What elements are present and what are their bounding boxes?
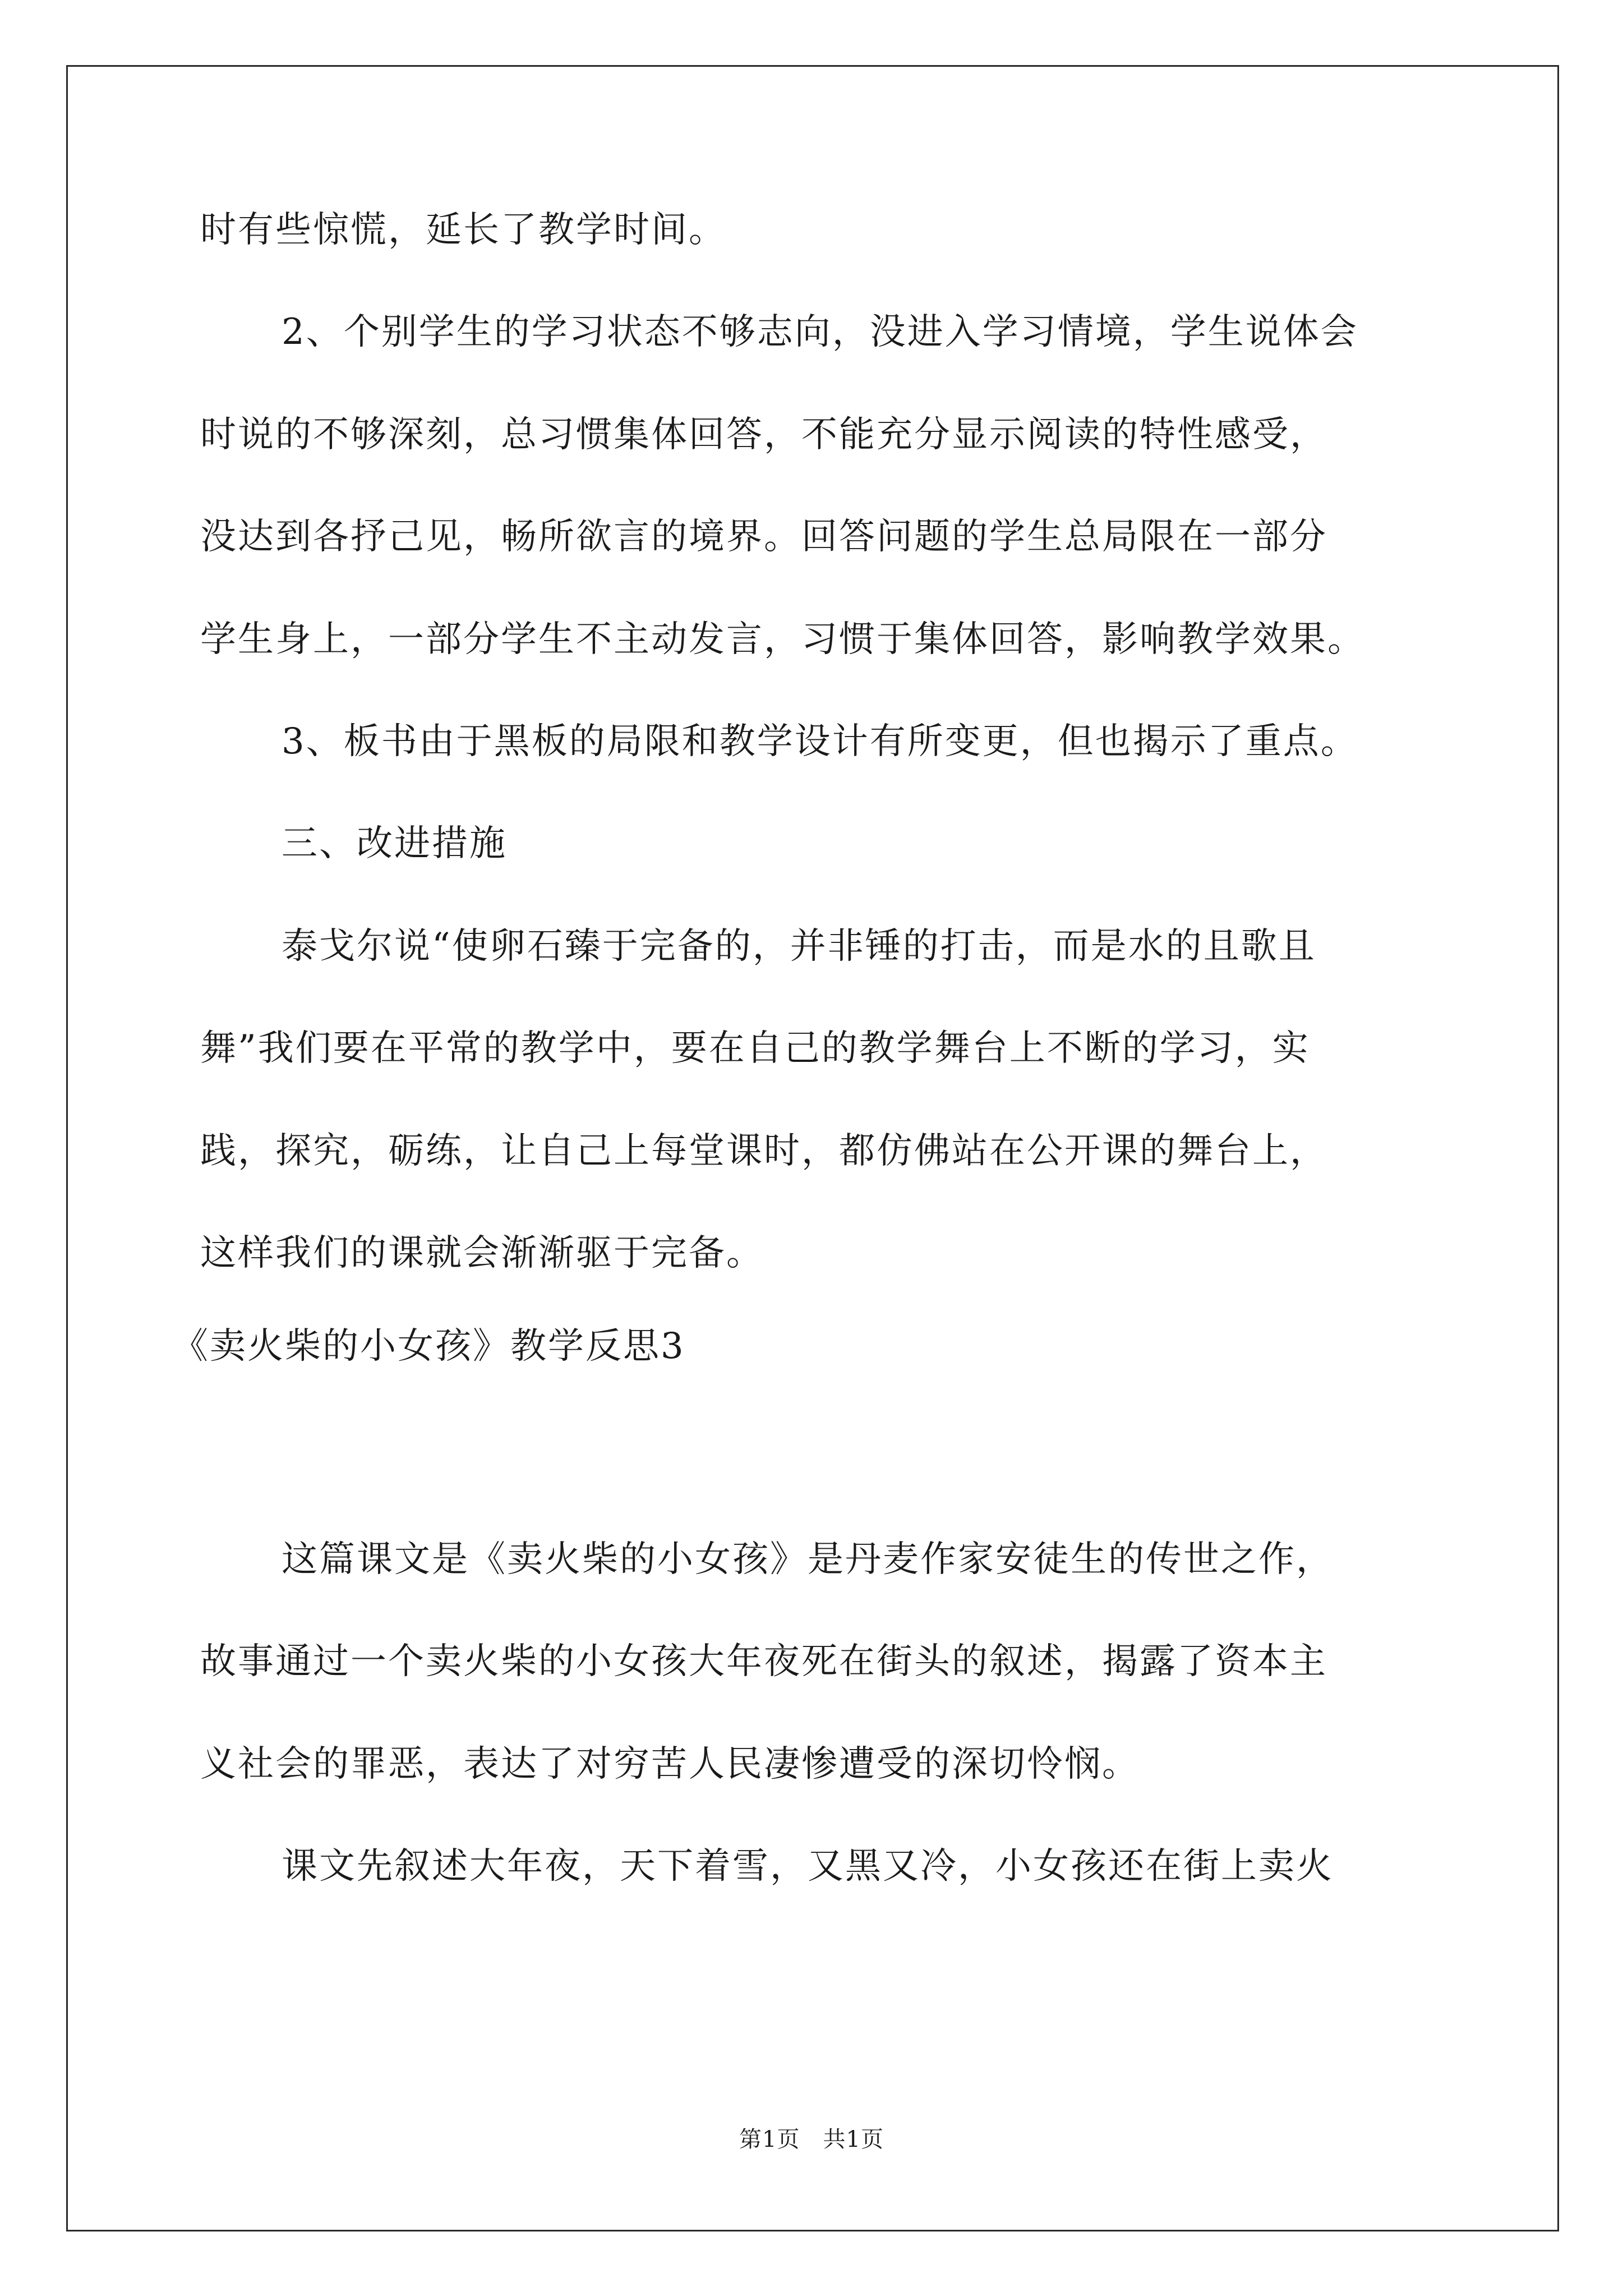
paragraph-line: 3、板书由于黑板的局限和教学设计有所变更，但也揭示了重点。 [282, 721, 1358, 762]
paragraph-line: 时有些惊慌，延长了教学时间。 [200, 209, 726, 251]
paragraph-line: 这篇课文是《卖火柴的小女孩》是丹麦作家安徒生的传世之作， [282, 1539, 1334, 1580]
article-title: 《卖火柴的小女孩》教学反思3 [172, 1326, 685, 1367]
section-heading: 三、改进措施 [282, 823, 507, 864]
paragraph-line: 这样我们的课就会渐渐驱于完备。 [200, 1232, 764, 1274]
paragraph-line: 义社会的罪恶，表达了对穷苦人民凄惨遭受的深切怜悯。 [200, 1743, 1140, 1785]
paragraph-line: 舞”我们要在平常的教学中，要在自己的教学舞台上不断的学习，实 [200, 1028, 1310, 1069]
paragraph-line: 课文先叙述大年夜，天下着雪，又黑又冷，小女孩还在街上卖火 [282, 1846, 1334, 1887]
paragraph-line: 2、个别学生的学习状态不够志向，没进入学习情境，学生说体会 [282, 311, 1358, 353]
paragraph-line: 没达到各抒己见，畅所欲言的境界。回答问题的学生总局限在一部分 [200, 516, 1327, 558]
paragraph-line: 故事通过一个卖火柴的小女孩大年夜死在街头的叙述，揭露了资本主 [200, 1641, 1327, 1682]
paragraph-line: 践，探究，砺练，让自己上每堂课时，都仿佛站在公开课的舞台上， [200, 1130, 1327, 1172]
paragraph-line: 学生身上，一部分学生不主动发言，习惯于集体回答，影响教学效果。 [200, 619, 1365, 660]
page-footer: 第1页 共1页 [739, 2127, 884, 2152]
paragraph-line: 时说的不够深刻，总习惯集体回答，不能充分显示阅读的特性感受， [200, 414, 1327, 455]
paragraph-line: 泰戈尔说“使卵石臻于完备的，并非锤的打击，而是水的且歌且 [282, 926, 1316, 967]
